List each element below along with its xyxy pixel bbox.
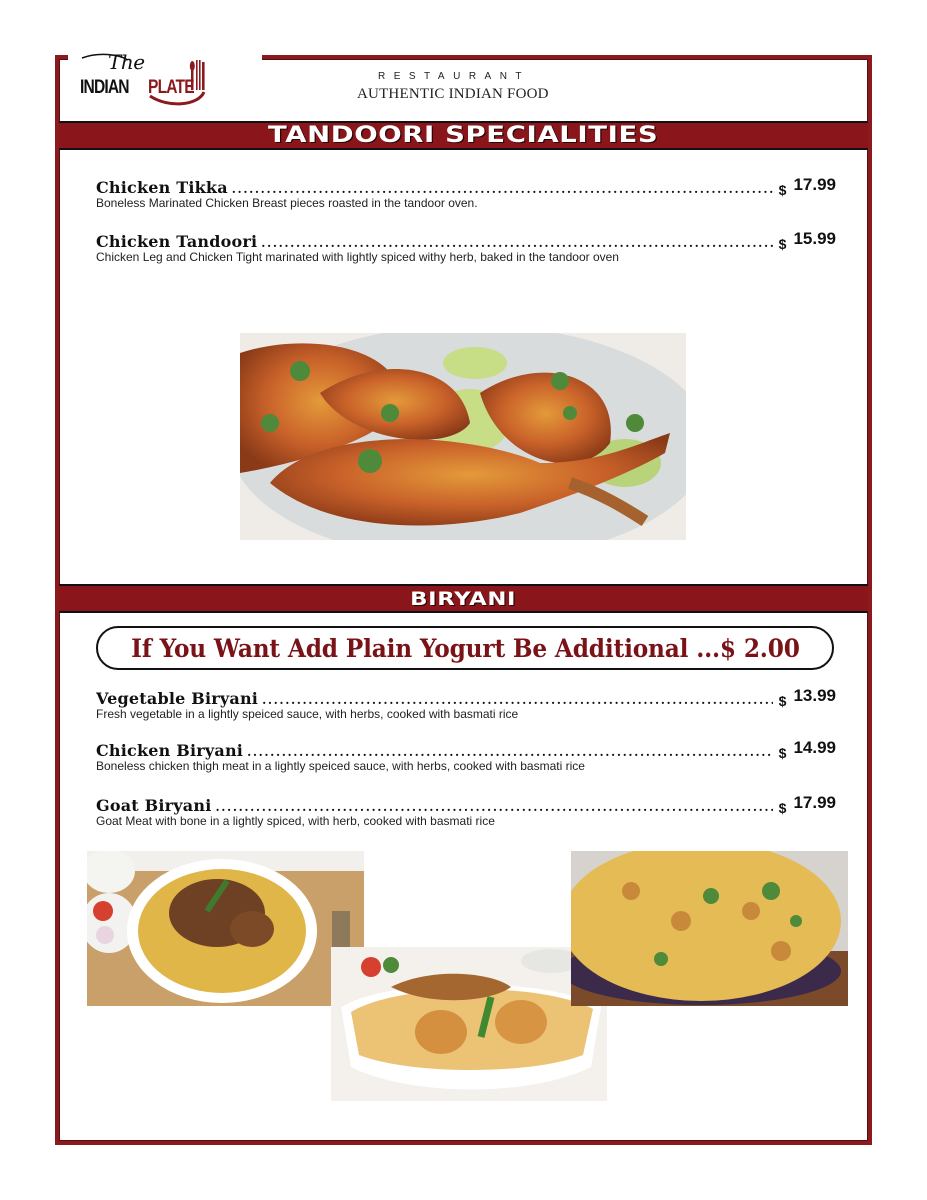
restaurant-label: RESTAURANT xyxy=(378,71,531,82)
logo-the: The xyxy=(108,50,145,74)
biryani-tart-dish-photo xyxy=(571,851,848,1006)
logo-indian: INDIAN xyxy=(80,77,129,98)
currency-symbol: $ xyxy=(778,182,787,198)
currency-symbol: $ xyxy=(778,745,787,761)
section-title: BIRYANI xyxy=(410,587,517,610)
restaurant-logo xyxy=(78,50,213,110)
item-price: 17.99 xyxy=(793,796,836,812)
menu-item-vegetable-biryani xyxy=(96,689,836,721)
currency-symbol: $ xyxy=(778,236,787,252)
item-description: Goat Meat with bone in a lightly spiced, with herb, cooked with basmati rice xyxy=(96,814,495,828)
item-name: Chicken Tandoori xyxy=(96,232,258,251)
yogurt-addon-text: If You Want Add Plain Yogurt Be Additional ...$ 2.00 xyxy=(130,633,800,663)
dot-leader xyxy=(262,693,773,707)
item-name: Chicken Tikka xyxy=(96,178,228,197)
menu-item-goat-biryani xyxy=(96,796,836,828)
item-description: Fresh vegetable in a lightly speiced sauce, with herbs, cooked with basmati rice xyxy=(96,707,519,721)
item-name: Chicken Biryani xyxy=(96,741,244,760)
item-description: Boneless Marinated Chicken Breast pieces roasted in the tandoor oven. xyxy=(96,196,478,210)
menu-item-chicken-biryani xyxy=(96,741,836,773)
dot-leader xyxy=(215,800,772,814)
currency-symbol: $ xyxy=(778,800,787,816)
menu-item-chicken-tikka xyxy=(96,178,836,210)
section-header-biryani xyxy=(59,584,868,613)
item-price: 14.99 xyxy=(793,741,836,757)
yogurt-addon-note xyxy=(96,626,834,670)
item-price: 13.99 xyxy=(793,689,836,705)
chicken-biryani-dish-photo xyxy=(331,947,607,1101)
item-price: 15.99 xyxy=(793,232,836,248)
logo-plate: PLATE xyxy=(148,77,194,98)
currency-symbol: $ xyxy=(778,693,787,709)
item-description: Chicken Leg and Chicken Tight marinated with lightly spiced withy herb, baked in the tandoor oven xyxy=(96,250,619,264)
goat-biryani-bowl-photo xyxy=(87,851,364,1006)
dot-leader xyxy=(247,745,773,759)
item-price: 17.99 xyxy=(793,178,836,194)
restaurant-subtitle: AUTHENTIC INDIAN FOOD xyxy=(357,86,549,102)
section-header-tandoori xyxy=(59,121,868,150)
dot-leader xyxy=(232,182,773,196)
item-name: Vegetable Biryani xyxy=(96,689,259,708)
tandoori-chicken-photo xyxy=(240,333,686,540)
dot-leader xyxy=(261,236,772,250)
section-title: TANDOORI SPECIALITIES xyxy=(268,123,659,148)
menu-item-chicken-tandoori xyxy=(96,232,836,264)
item-description: Boneless chicken thigh meat in a lightly speiced sauce, with herbs, cooked with basmati rice xyxy=(96,759,585,773)
item-name: Goat Biryani xyxy=(96,796,212,815)
